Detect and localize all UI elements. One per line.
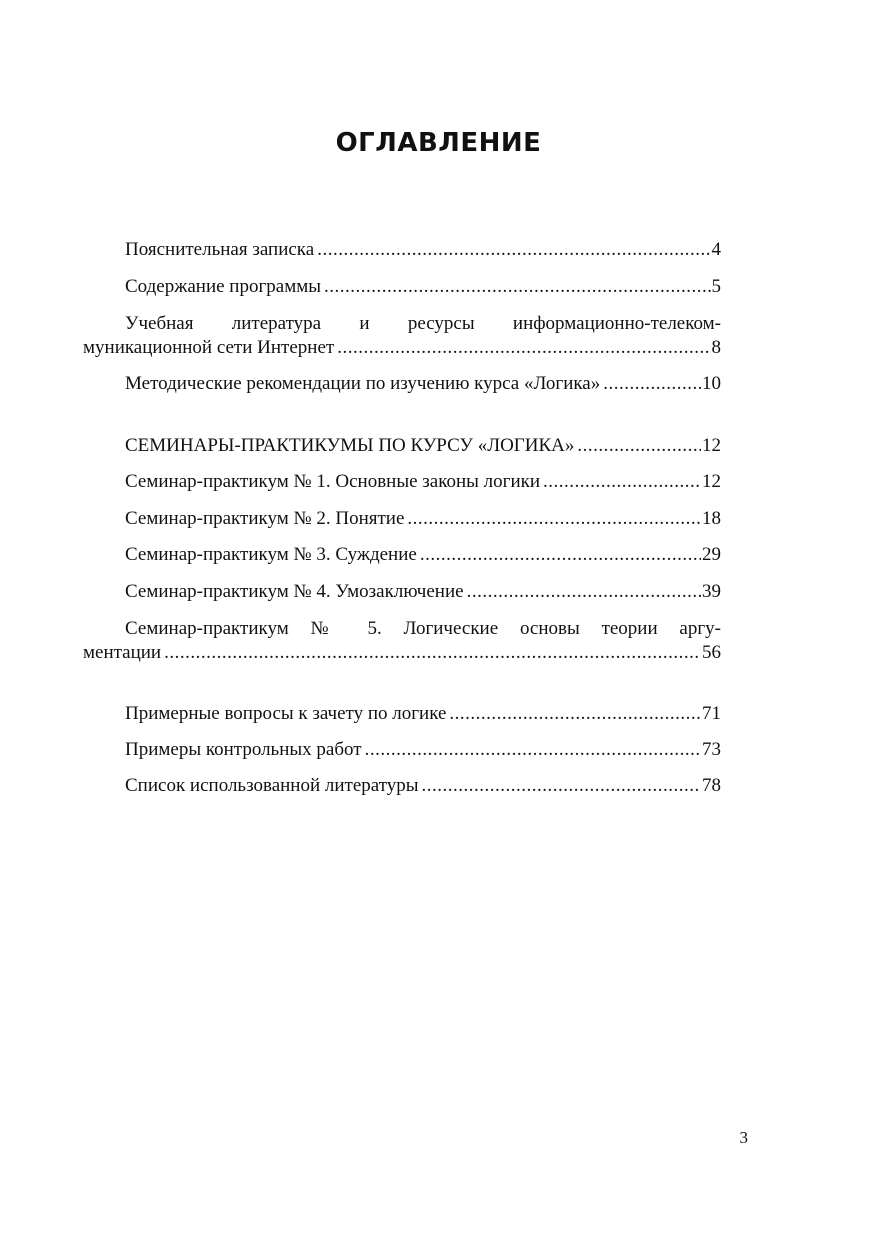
toc-entry-title: Пояснительная записка: [125, 239, 315, 260]
toc-entry-methodical-recommendations[interactable]: [83, 372, 721, 396]
toc-entry-title: СЕМИНАРЫ-ПРАКТИКУМЫ ПО КУРСУ «ЛОГИКА»: [125, 435, 575, 456]
toc-entry-seminars-heading[interactable]: [83, 434, 721, 458]
toc-entry-title: Примеры контрольных работ: [125, 739, 362, 760]
toc-entry-seminar-3[interactable]: [83, 543, 721, 567]
toc-entry-explanatory-note[interactable]: [83, 238, 721, 262]
dot-leader: [422, 774, 701, 798]
dot-leader: [407, 507, 701, 531]
toc-entry-exam-questions[interactable]: [83, 702, 721, 726]
dot-leader: [449, 702, 701, 726]
toc-entry-seminar-1[interactable]: [83, 470, 721, 494]
toc-entry-title: Семинар-практикум № 3. Суждение: [125, 544, 417, 565]
toc-entry-page: 5: [711, 276, 721, 297]
toc-entry-seminar-5[interactable]: [83, 617, 721, 665]
toc-entry-title-line1: Учебная литература и ресурсы информационно-телеком-: [125, 313, 721, 334]
toc-entry-title: Список использованной литературы: [125, 775, 419, 796]
toc-entry-title-line2: ментации: [83, 642, 162, 663]
toc-entry-literature-resources[interactable]: [83, 312, 721, 360]
toc-entry-page: 29: [702, 544, 721, 565]
toc-entry-page: 8: [711, 337, 721, 358]
toc-entry-page: 12: [702, 471, 721, 492]
toc-entry-references[interactable]: [83, 774, 721, 798]
dot-leader: [543, 470, 701, 494]
toc-entry-title: Содержание программы: [125, 276, 322, 297]
toc-entry-page: 12: [702, 435, 721, 456]
toc-entry-page: 4: [711, 239, 721, 260]
toc-entry-title: Методические рекомендации по изучению курса «Логика»: [125, 373, 601, 394]
toc-entry-page: 78: [702, 775, 721, 796]
toc-entry-title-line2: муникационной сети Интернет: [83, 337, 335, 358]
dot-leader: [337, 336, 710, 360]
dot-leader: [317, 238, 710, 262]
toc-entry-seminar-4[interactable]: [83, 580, 721, 604]
toc-entry-title-line1: Семинар-практикум № 5. Логические основы теории аргу-: [125, 618, 721, 639]
toc-entry-page: 10: [702, 373, 721, 394]
dot-leader: [467, 580, 701, 604]
dot-leader: [420, 543, 701, 567]
toc-entry-seminar-2[interactable]: [83, 507, 721, 531]
toc-entry-control-works[interactable]: [83, 738, 721, 762]
page-number: 3: [739, 1128, 748, 1147]
toc-entry-title: Семинар-практикум № 2. Понятие: [125, 508, 405, 529]
toc-entry-page: 71: [702, 703, 721, 724]
toc-entry-page: 18: [702, 508, 721, 529]
toc-entry-program-content[interactable]: [83, 275, 721, 299]
toc-entry-title: Семинар-практикум № 4. Умозаключение: [125, 581, 464, 602]
dot-leader: [164, 641, 701, 665]
toc-entry-title: Примерные вопросы к зачету по логике: [125, 703, 447, 724]
dot-leader: [365, 738, 701, 762]
toc-entry-page: 73: [702, 739, 721, 760]
dot-leader: [603, 372, 701, 396]
toc-entry-page: 56: [702, 642, 721, 663]
dot-leader: [577, 434, 701, 458]
toc-entry-page: 39: [702, 581, 721, 602]
dot-leader: [324, 275, 710, 299]
page-title: ОГЛАВЛЕНИЕ: [335, 128, 542, 158]
toc-entry-title: Семинар-практикум № 1. Основные законы логики: [125, 471, 541, 492]
